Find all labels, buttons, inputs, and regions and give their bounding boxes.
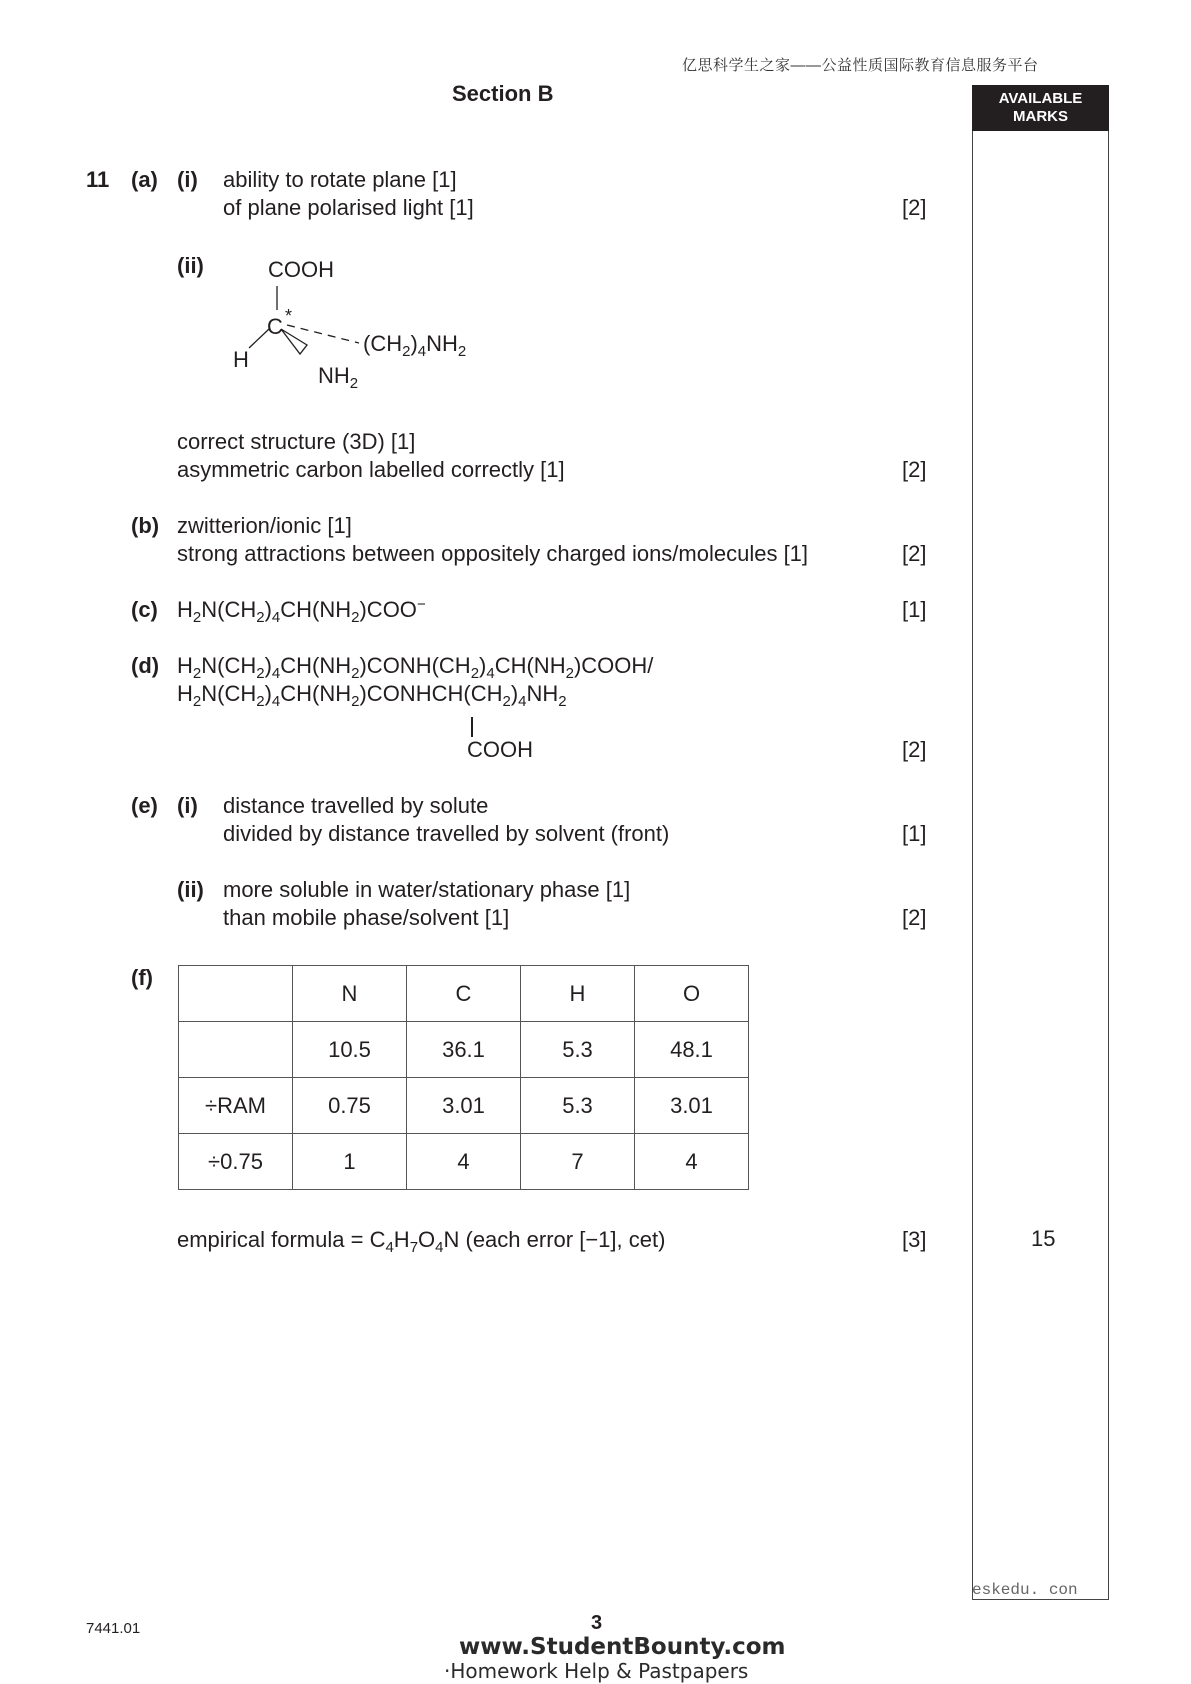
element-ratio-table xyxy=(178,965,749,1190)
d-mark: [2] xyxy=(902,737,927,762)
struct-ch: (CH xyxy=(363,331,403,356)
table-cell: 5.3 xyxy=(521,1078,635,1134)
struct-nh2-text: NH xyxy=(318,363,350,388)
a-i-mark: [2] xyxy=(902,195,927,220)
table-cell: 1 xyxy=(293,1134,407,1190)
empirical-formula: empirical formula = $C_4H_7O_4N$ (each error [−1], cet) xyxy=(177,1227,666,1256)
marks-total: 15 xyxy=(1031,1226,1056,1251)
table-cell: 48.1 xyxy=(635,1022,749,1078)
struct-cooh: COOH xyxy=(268,257,334,282)
header-watermark: 亿思科学生之家——公益性质国际教育信息服务平台 xyxy=(682,57,1039,74)
site-watermark: eskedu. con xyxy=(972,1581,1078,1599)
table-cell: N xyxy=(293,966,407,1022)
table-cell xyxy=(179,1022,293,1078)
table-cell: 36.1 xyxy=(407,1022,521,1078)
a-i-line1: ability to rotate plane [1] xyxy=(223,167,457,192)
table-cell: 10.5 xyxy=(293,1022,407,1078)
part-e-label: (e) xyxy=(131,793,158,818)
struct-ch-sub2: 2 xyxy=(402,343,411,360)
struct-nh2 xyxy=(318,362,358,390)
table-cell: ÷RAM xyxy=(179,1078,293,1134)
struct-side-chain xyxy=(363,330,466,358)
struct-ch-nh-sub: 2 xyxy=(457,343,467,360)
formula-suffix: N (each error [−1], cet) xyxy=(443,1227,666,1252)
section-title: Section B xyxy=(452,81,554,106)
struct-star: * xyxy=(285,306,293,326)
a-ii-mark: [2] xyxy=(902,457,927,482)
d-formula-2: $H_2N(CH_2)_4CH(NH_2)CONHCH(CH_2)_4NH_2$ xyxy=(177,681,567,710)
studentbounty-tagline: ·Homework Help & Pastpapers xyxy=(444,1659,749,1683)
part-d-label: (d) xyxy=(131,653,160,678)
part-a-label: (a) xyxy=(131,167,158,192)
table-cell: 4 xyxy=(635,1134,749,1190)
table-cell: 3.01 xyxy=(407,1078,521,1134)
part-b-label: (b) xyxy=(131,513,160,538)
table-cell: 4 xyxy=(407,1134,521,1190)
c-mark: [1] xyxy=(902,597,927,622)
b-line1: zwitterion/ionic [1] xyxy=(177,513,352,538)
table-cell: H xyxy=(521,966,635,1022)
e-ii-line2: than mobile phase/solvent [1] xyxy=(223,905,510,930)
table-row xyxy=(179,1078,749,1134)
available-marks-title-2: MARKS xyxy=(1013,108,1068,125)
available-marks-column xyxy=(972,85,1109,1600)
part-a-i-label: (i) xyxy=(177,167,198,192)
e-i-mark: [1] xyxy=(902,821,927,846)
a-ii-line2: asymmetric carbon labelled correctly [1] xyxy=(177,457,565,482)
table-row xyxy=(179,1022,749,1078)
question-number: 11 xyxy=(86,167,110,192)
table-cell: 7 xyxy=(521,1134,635,1190)
part-e-i-label: (i) xyxy=(177,793,198,818)
available-marks-title-1: AVAILABLE xyxy=(998,90,1083,107)
f-mark: [3] xyxy=(902,1227,927,1252)
table-cell: 5.3 xyxy=(521,1022,635,1078)
a-i-line2: of plane polarised light [1] xyxy=(223,195,474,220)
table-row xyxy=(179,1134,749,1190)
part-c-label: (c) xyxy=(131,597,158,622)
d-cooh: COOH xyxy=(467,737,533,762)
e-i-line1: distance travelled by solute xyxy=(223,793,489,818)
studentbounty-url[interactable]: www.StudentBounty.com xyxy=(459,1634,786,1660)
b-line2: strong attractions between oppositely charged ions/molecules [1] xyxy=(177,541,809,566)
struct-ch-sub4: 4 xyxy=(417,343,427,360)
struct-ch-nh: NH xyxy=(426,331,458,356)
table-cell xyxy=(179,966,293,1022)
struct-c: C xyxy=(267,314,283,339)
page-number: 3 xyxy=(591,1612,603,1634)
part-f-label: (f) xyxy=(131,965,153,990)
d-formula-1: $H_2N(CH_2)_4CH(NH_2)CONH(CH_2)_4CH(NH_2)COOH/$ xyxy=(177,653,654,682)
b-mark: [2] xyxy=(902,541,927,566)
c-formula: $H_2N(CH_2)_4CH(NH_2)COO^-$ xyxy=(177,596,426,626)
paper-code: 7441.01 xyxy=(86,1620,141,1637)
available-marks-header xyxy=(972,85,1109,131)
table-header-row xyxy=(179,966,749,1022)
e-i-line2: divided by distance travelled by solvent (front) xyxy=(223,821,670,846)
e-ii-mark: [2] xyxy=(902,905,927,930)
table-cell: ÷0.75 xyxy=(179,1134,293,1190)
a-ii-line1: correct structure (3D) [1] xyxy=(177,429,416,454)
struct-ch-paren: ) xyxy=(410,331,418,356)
table-cell: O xyxy=(635,966,749,1022)
struct-h: H xyxy=(233,347,249,372)
table-cell: 3.01 xyxy=(635,1078,749,1134)
part-e-ii-label: (ii) xyxy=(177,877,204,902)
table-cell: 0.75 xyxy=(293,1078,407,1134)
e-ii-line1: more soluble in water/stationary phase [1] xyxy=(223,877,631,902)
formula-prefix: empirical formula = C xyxy=(177,1227,386,1252)
struct-nh2-sub: 2 xyxy=(349,375,359,392)
part-a-ii-label: (ii) xyxy=(177,253,204,278)
d-branch-bond xyxy=(471,717,473,737)
table-cell: C xyxy=(407,966,521,1022)
